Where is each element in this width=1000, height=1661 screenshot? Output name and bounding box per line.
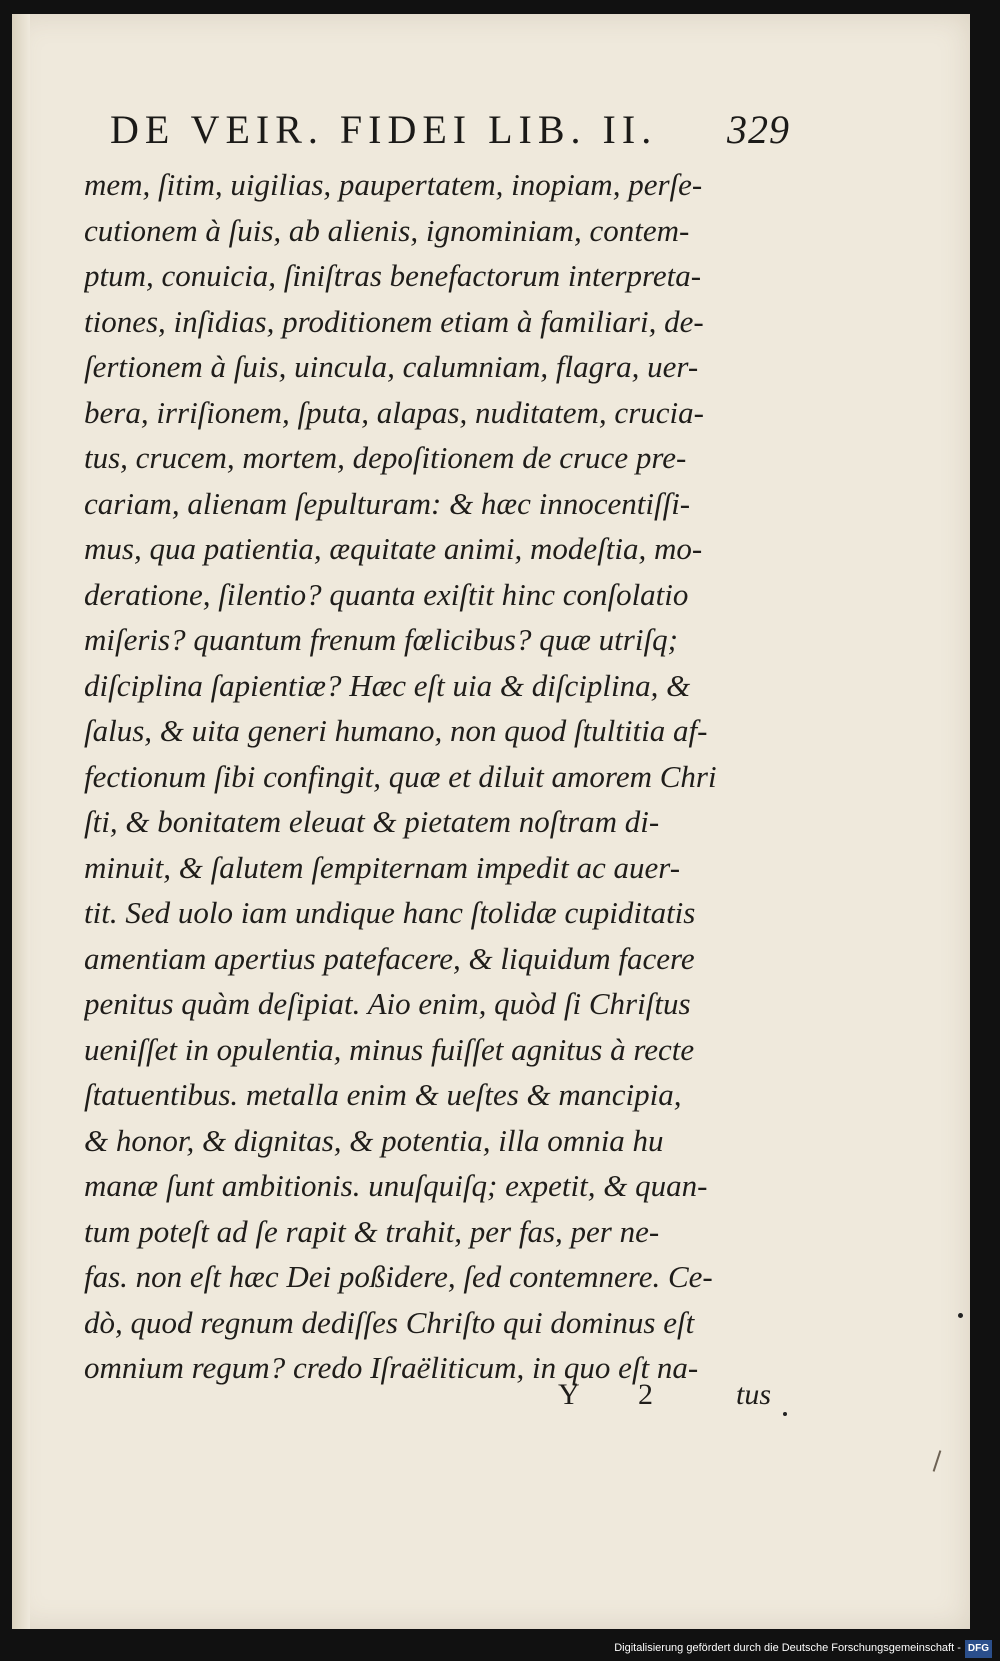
dfg-logo: DFG: [965, 1640, 992, 1658]
text-line: tus, crucem, mortem, depoſitionem de cruce pre-: [84, 440, 687, 475]
catchword: tus: [736, 1378, 772, 1411]
signature-mark: Y 2: [558, 1378, 680, 1411]
page-gutter: [12, 14, 30, 1629]
text-line: minuit, & ſalutem ſempiternam impedit ac auer-: [84, 849, 681, 885]
text-line: manæ ſunt ambitionis. unuſquiſq; expetit, & quan-: [84, 1168, 708, 1203]
text-line: ſertionem à ſuis, uincula, calumniam, flagra, uer-: [84, 349, 699, 384]
text-line: & honor, & dignitas, & potentia, illa omnia hu: [84, 1122, 664, 1158]
text-line: penitus quàm deſipiat. Aio enim, quòd ſi Chriſtus: [84, 986, 691, 1021]
text-line: cutionem à ſuis, ab alienis, ignominiam, contem-: [84, 212, 690, 248]
running-head-title: DE VEIR. FIDEI LIB. II.: [110, 107, 658, 152]
text-line: ſti, & bonitatem eleuat & pietatem noſtram di-: [84, 804, 660, 839]
text-line: ſtatuentibus. metalla enim & ueſtes & mancipia,: [84, 1077, 682, 1112]
text-line: cariam, alienam ſepulturam: & hæc innocentiſſi-: [84, 485, 691, 521]
text-line: diſciplina ſapientiæ? Hæc eſt uia & diſciplina, &: [84, 667, 691, 703]
text-line: tum poteſt ad ſe rapit & trahit, per fas, per ne-: [84, 1213, 660, 1249]
running-head: [110, 106, 790, 158]
body-text: [84, 162, 804, 1391]
ink-speck: [783, 1412, 787, 1416]
ink-speck: [958, 1313, 963, 1318]
text-line: dò, quod regnum dediſſes Chriſto qui dominus eſt: [84, 1304, 695, 1340]
text-line: ueniſſet in opulentia, minus fuiſſet agnitus à recte: [84, 1031, 695, 1067]
text-line: mus, qua patientia, æquitate animi, modeſtia, mo-: [84, 531, 703, 566]
text-line: bera, irriſionem, ſputa, alapas, nuditatem, crucia-: [84, 394, 704, 430]
text-line: deratione, ſilentio? quanta exiſtit hinc conſolatio: [84, 576, 689, 612]
text-line: ptum, conuicia, ſiniſtras benefactorum interpreta-: [84, 258, 702, 293]
page-number: 329: [727, 107, 790, 152]
text-line: omnium regum? credo Iſraëliticum, in quo eſt na-: [84, 1350, 699, 1385]
text-line: miſeris? quantum frenum fœlicibus? quæ utriſq;: [84, 622, 678, 657]
text-line: tiones, inſidias, proditionem etiam à familiari, de-: [84, 303, 704, 339]
text-line: tit. Sed uolo iam undique hanc ſtolidæ cupiditatis: [84, 895, 696, 930]
text-line: fectionum ſibi confingit, quæ et diluit amorem Chri: [84, 758, 717, 794]
text-line: ſalus, & uita generi humano, non quod ſtultitia af-: [84, 713, 708, 748]
credit-text: Digitalisierung gefördert durch die Deutsche Forschungsgemeinschaft -: [614, 1642, 961, 1654]
text-line: mem, ſitim, uigilias, paupertatem, inopiam, perſe-: [84, 167, 703, 202]
text-line: amentiam apertius patefacere, & liquidum facere: [84, 940, 695, 976]
digitization-credit: [614, 1639, 992, 1657]
text-line: fas. non eſt hæc Dei poßidere, ſed contemnere. Ce-: [84, 1259, 713, 1294]
